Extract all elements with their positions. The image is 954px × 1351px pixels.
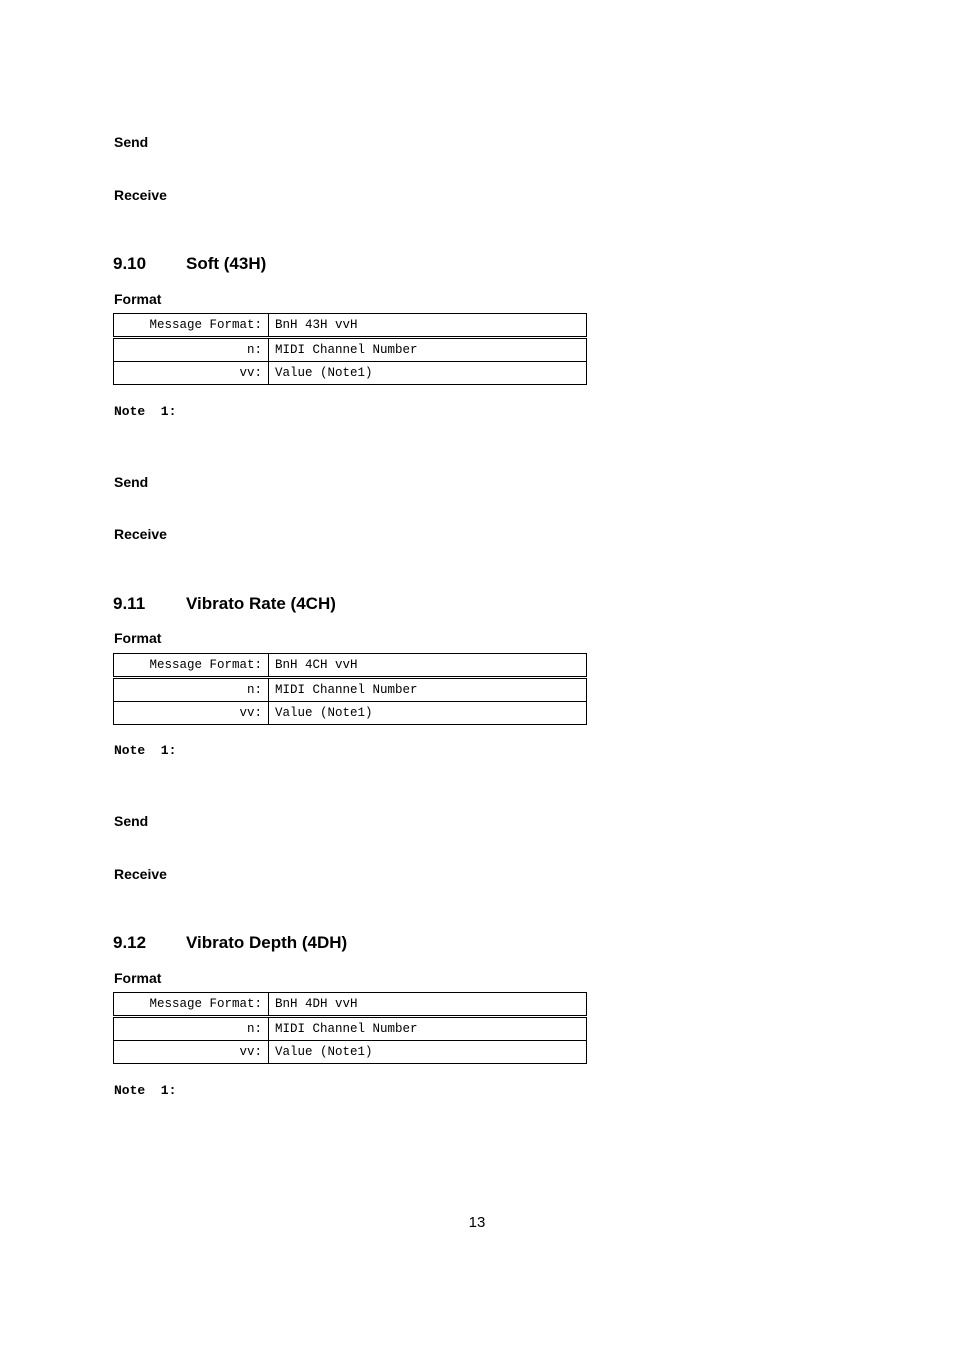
table-row: [114, 702, 587, 725]
send-label: Send: [114, 134, 149, 150]
table-value-cell: Value (Note1): [269, 702, 587, 725]
section-title: Vibrato Rate (4CH): [186, 594, 336, 613]
section-title: Vibrato Depth (4DH): [186, 933, 348, 952]
note-label: Note 1:: [114, 743, 177, 758]
table-row: [114, 993, 587, 1017]
send-label: Send: [114, 474, 149, 490]
table-key-cell: Message Format:: [114, 314, 269, 338]
receive-label: Receive: [114, 526, 167, 542]
table-row: [114, 314, 587, 338]
table-key-cell: vv:: [114, 1041, 269, 1064]
table-row: [114, 1041, 587, 1064]
table-value-cell: BnH 43H vvH: [269, 314, 587, 338]
table-key-cell: vv:: [114, 362, 269, 385]
section-title: Soft (43H): [186, 254, 267, 273]
format-label: Format: [114, 970, 162, 986]
table-value-cell: Value (Note1): [269, 1041, 587, 1064]
table-value-cell: BnH 4DH vvH: [269, 993, 587, 1017]
table-key-cell: Message Format:: [114, 993, 269, 1017]
receive-label: Receive: [114, 866, 167, 882]
note-label: Note 1:: [114, 404, 177, 419]
section-number: 9.11: [113, 594, 146, 613]
receive-label: Receive: [114, 187, 167, 203]
table-value-cell: Value (Note1): [269, 362, 587, 385]
format-table: [113, 313, 587, 385]
table-row: [114, 654, 587, 678]
page-number: 13: [468, 1214, 486, 1231]
table-value-cell: BnH 4CH vvH: [269, 654, 587, 678]
section-number: 9.12: [113, 933, 147, 952]
table-key-cell: n:: [114, 338, 269, 362]
table-key-cell: n:: [114, 678, 269, 702]
table-key-cell: vv:: [114, 702, 269, 725]
table-row: [114, 678, 587, 702]
table-value-cell: MIDI Channel Number: [269, 1017, 587, 1041]
table-key-cell: Message Format:: [114, 654, 269, 678]
table-row: [114, 338, 587, 362]
send-label: Send: [114, 813, 149, 829]
table-row: [114, 362, 587, 385]
section-number: 9.10: [113, 254, 147, 273]
format-table: [113, 653, 587, 725]
note-label: Note 1:: [114, 1083, 177, 1098]
table-value-cell: MIDI Channel Number: [269, 338, 587, 362]
table-key-cell: n:: [114, 1017, 269, 1041]
format-label: Format: [114, 291, 162, 307]
table-value-cell: MIDI Channel Number: [269, 678, 587, 702]
format-table: [113, 992, 587, 1064]
format-label: Format: [114, 630, 162, 646]
table-row: [114, 1017, 587, 1041]
